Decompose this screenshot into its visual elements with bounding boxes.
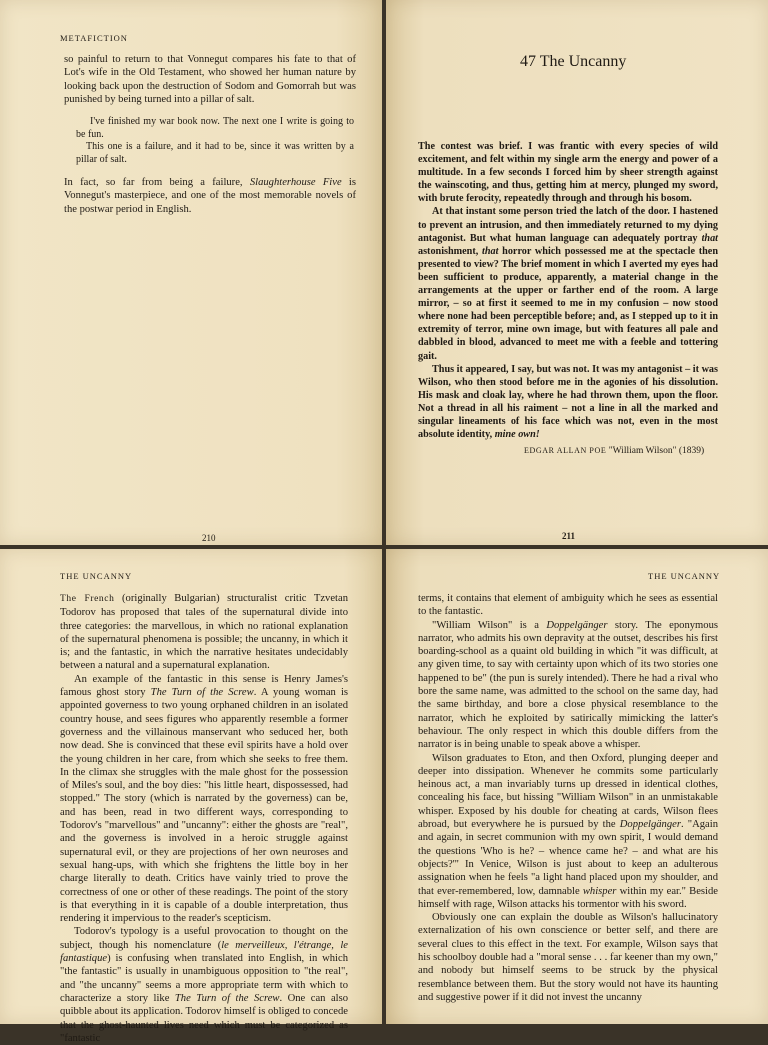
body-text [418,592,718,1004]
paragraph: The contest was brief. I was frantic with every species of wild excitement, and felt within my single arm the energy and power of a multitude. In a few seconds I forced him by sheer strength against the wainscoting, and thus, getting him at mercy, plunged my sword, with brute ferocity, repeatedly through and through his bosom. [418,141,718,205]
paragraph: Wilson graduates to Eton, and then Oxford, plunging deeper and deeper into dissipation. Whenever he commits some particularly heinous act, a man invariably turns up dressed in identical clothes, concealing his face, but hissing "William Wilson" in an unmistakable whisper. Exposed by his double for cheating at cards, Wilson flees abroad, but everywhere he is pursued by the Doppelgänger. "Again and again, in secret communion with my own spirit, I would demand the questions 'Who is he? – whence came he? – and what are his objects?'" In Venice, Wilson is just about to keep an adulterous assignation when he feels "a light hand placed upon my shoulder, and that ever-remembered, low, damnable whisper within my ear." Beside himself with rage, Wilson attacks his tormentor with his sword. [418,752,718,910]
page-number: 210 [202,533,216,543]
paragraph: so painful to return to that Vonnegut compares his fate to that of Lot's wife in the Old Testament, who showed her human nature by looking back upon the destruction of Sodom and Gomorrah but was punished by being turned into a pillar of salt. [64,54,356,105]
running-head: METAFICTION [60,33,128,43]
chapter-title: 47 The Uncanny [520,53,627,70]
body-text [60,592,348,1045]
book-title: Slaughterhouse Five [249,177,342,188]
page-uncanny-left [0,549,382,1044]
running-head: THE UNCANNY [648,571,721,581]
page-uncanny-right [386,549,768,1024]
paragraph: In fact, so far from being a failure, Slaughterhouse Five is Vonnegut's masterpiece, and one of the most memorable novels of the postwar period in English. [64,177,356,215]
attribution: EDGAR ALLAN POE "William Wilson" (1839) [524,446,705,456]
page-210 [0,0,382,545]
body-text [64,176,356,216]
paragraph: "William Wilson" is a Doppelgänger story. The eponymous narrator, who admits his own depravity at the outset, describes his first boarding-school as a quaint old building in which "it was difficult, at any given time, to say with certainty upon which of its two stories one happened to be" (the pun is surely intended). There he had a rival who bore the same name, was admitted to the school on the same day, had the same birthday, and bore a close physical resemblance to the narrator, which he exploited by satirically mimicking the latter's behaviour. The only respect in which this double differs from the narrator is in being unable to speak above a whisper. [418,619,718,751]
body-text [64,53,356,106]
quote-line: This one is a failure, and it had to be, since it was written by a pillar of salt. [76,141,354,165]
paragraph: The French (originally Bulgarian) structuralist critic Tzvetan Todorov has proposed that tales of the supernatural divide into three categories: the marvellous, in which no rational explanation of the supernatural phenomena is possible; the uncanny, in which it is; and the fantastic, in which the narrative hesitates undecidably between a natural and a supernatural explanation. [60,593,348,672]
paragraph: At that instant some person tried the latch of the door. I hastened to prevent an intrusion, and then immediately returned to my dying antagonist. But what human language can adequately portray that astonishment, that horror which possessed me at the spectacle then presented to view? The brief moment in which I averted my eyes had been sufficient to produce, apparently, a material change in the arrangements at the upper or farther end of the room. A large mirror, – so at first it seemed to me in my confusion – now stood where none had been perceptible before; and, as I stepped up to it in extremity of terror, mine own image, but with features all pale and dabbled in blood, advanced to meet me with a feeble and tottering gait. [418,206,718,362]
paragraph: An example of the fantastic in this sense is Henry James's famous ghost story The Turn of the Screw. A young woman is appointed governess to two young orphaned children in an isolated country house, and sees figures who apparently resemble a former governess and the villainous manservant who seduced her, both now dead. She is convinced that these evil spirits have a hold over the young children in her care, from which she seeks to free them. In the climax she struggles with the male ghost for the possession of Miles's soul, and the boy dies: "his little heart, dispossessed, had stopped." The story (which is narrated by the governess) can be, and has been, read in two different ways, corresponding to Todorov's "marvellous" and "uncanny": either the ghosts are "real", and the governess is involved in a heroic struggle against supernatural evil, or they are projections of her own neuroses and sexual hang-ups, with which she frightens the little boy in her charge literally to death. Critics have vainly tried to prove the correctness of one or other of these readings. The point of the story is that everything in it is capable of a double interpretation, thus rendering it impervious to the reader's scepticism. [60,673,349,925]
block-quote [76,116,354,166]
paragraph: Obviously one can explain the double as Wilson's hallucinatory externalization of his own conscience or better self, and there are several clues to this effect in the text. For example, Wilson says that his schoolboy double had a "moral sense . . . far keener than my own," and nobody but himself seems to be struck by the physical resemblance between them. But the story would not have its haunting and suggestive power if it did not invest the uncanny [418,912,718,1003]
excerpt-text [418,140,718,441]
paragraph: Thus it appeared, I say, but was not. It was my antagonist – it was Wilson, who then stood before me in the agonies of his dissolution. His mask and cloak lay, where he had thrown them, upon the floor. Not a thread in all his raiment – not a line in all the marked and singular lineaments of his face which was not, even in the most absolute identity, mine own! [418,363,718,441]
page-211 [386,0,768,545]
quote-line: I've finished my war book now. The next one I write is going to be fun. [76,116,354,140]
page-number: 211 [562,531,576,541]
paragraph: Todorov's typology is a useful provocation to thought on the subject, though his nomenclature (le merveilleux, l'étrange, le fantastique) is confusing when translated into English, in which "the fantastic" is usually in unambiguous opposition to "the real", and "the uncanny" seems a more appropriate term with which to characterize a story like The Turn of the Screw. One can also quibble about its application. Todorov himself is obliged to concede that the ghost-haunted lives need which must be categorized as "fantastic [60,926,349,1044]
paragraph: terms, it contains that element of ambiguity which he sees as essential to the fantastic. [418,593,718,618]
running-head: THE UNCANNY [60,571,133,581]
